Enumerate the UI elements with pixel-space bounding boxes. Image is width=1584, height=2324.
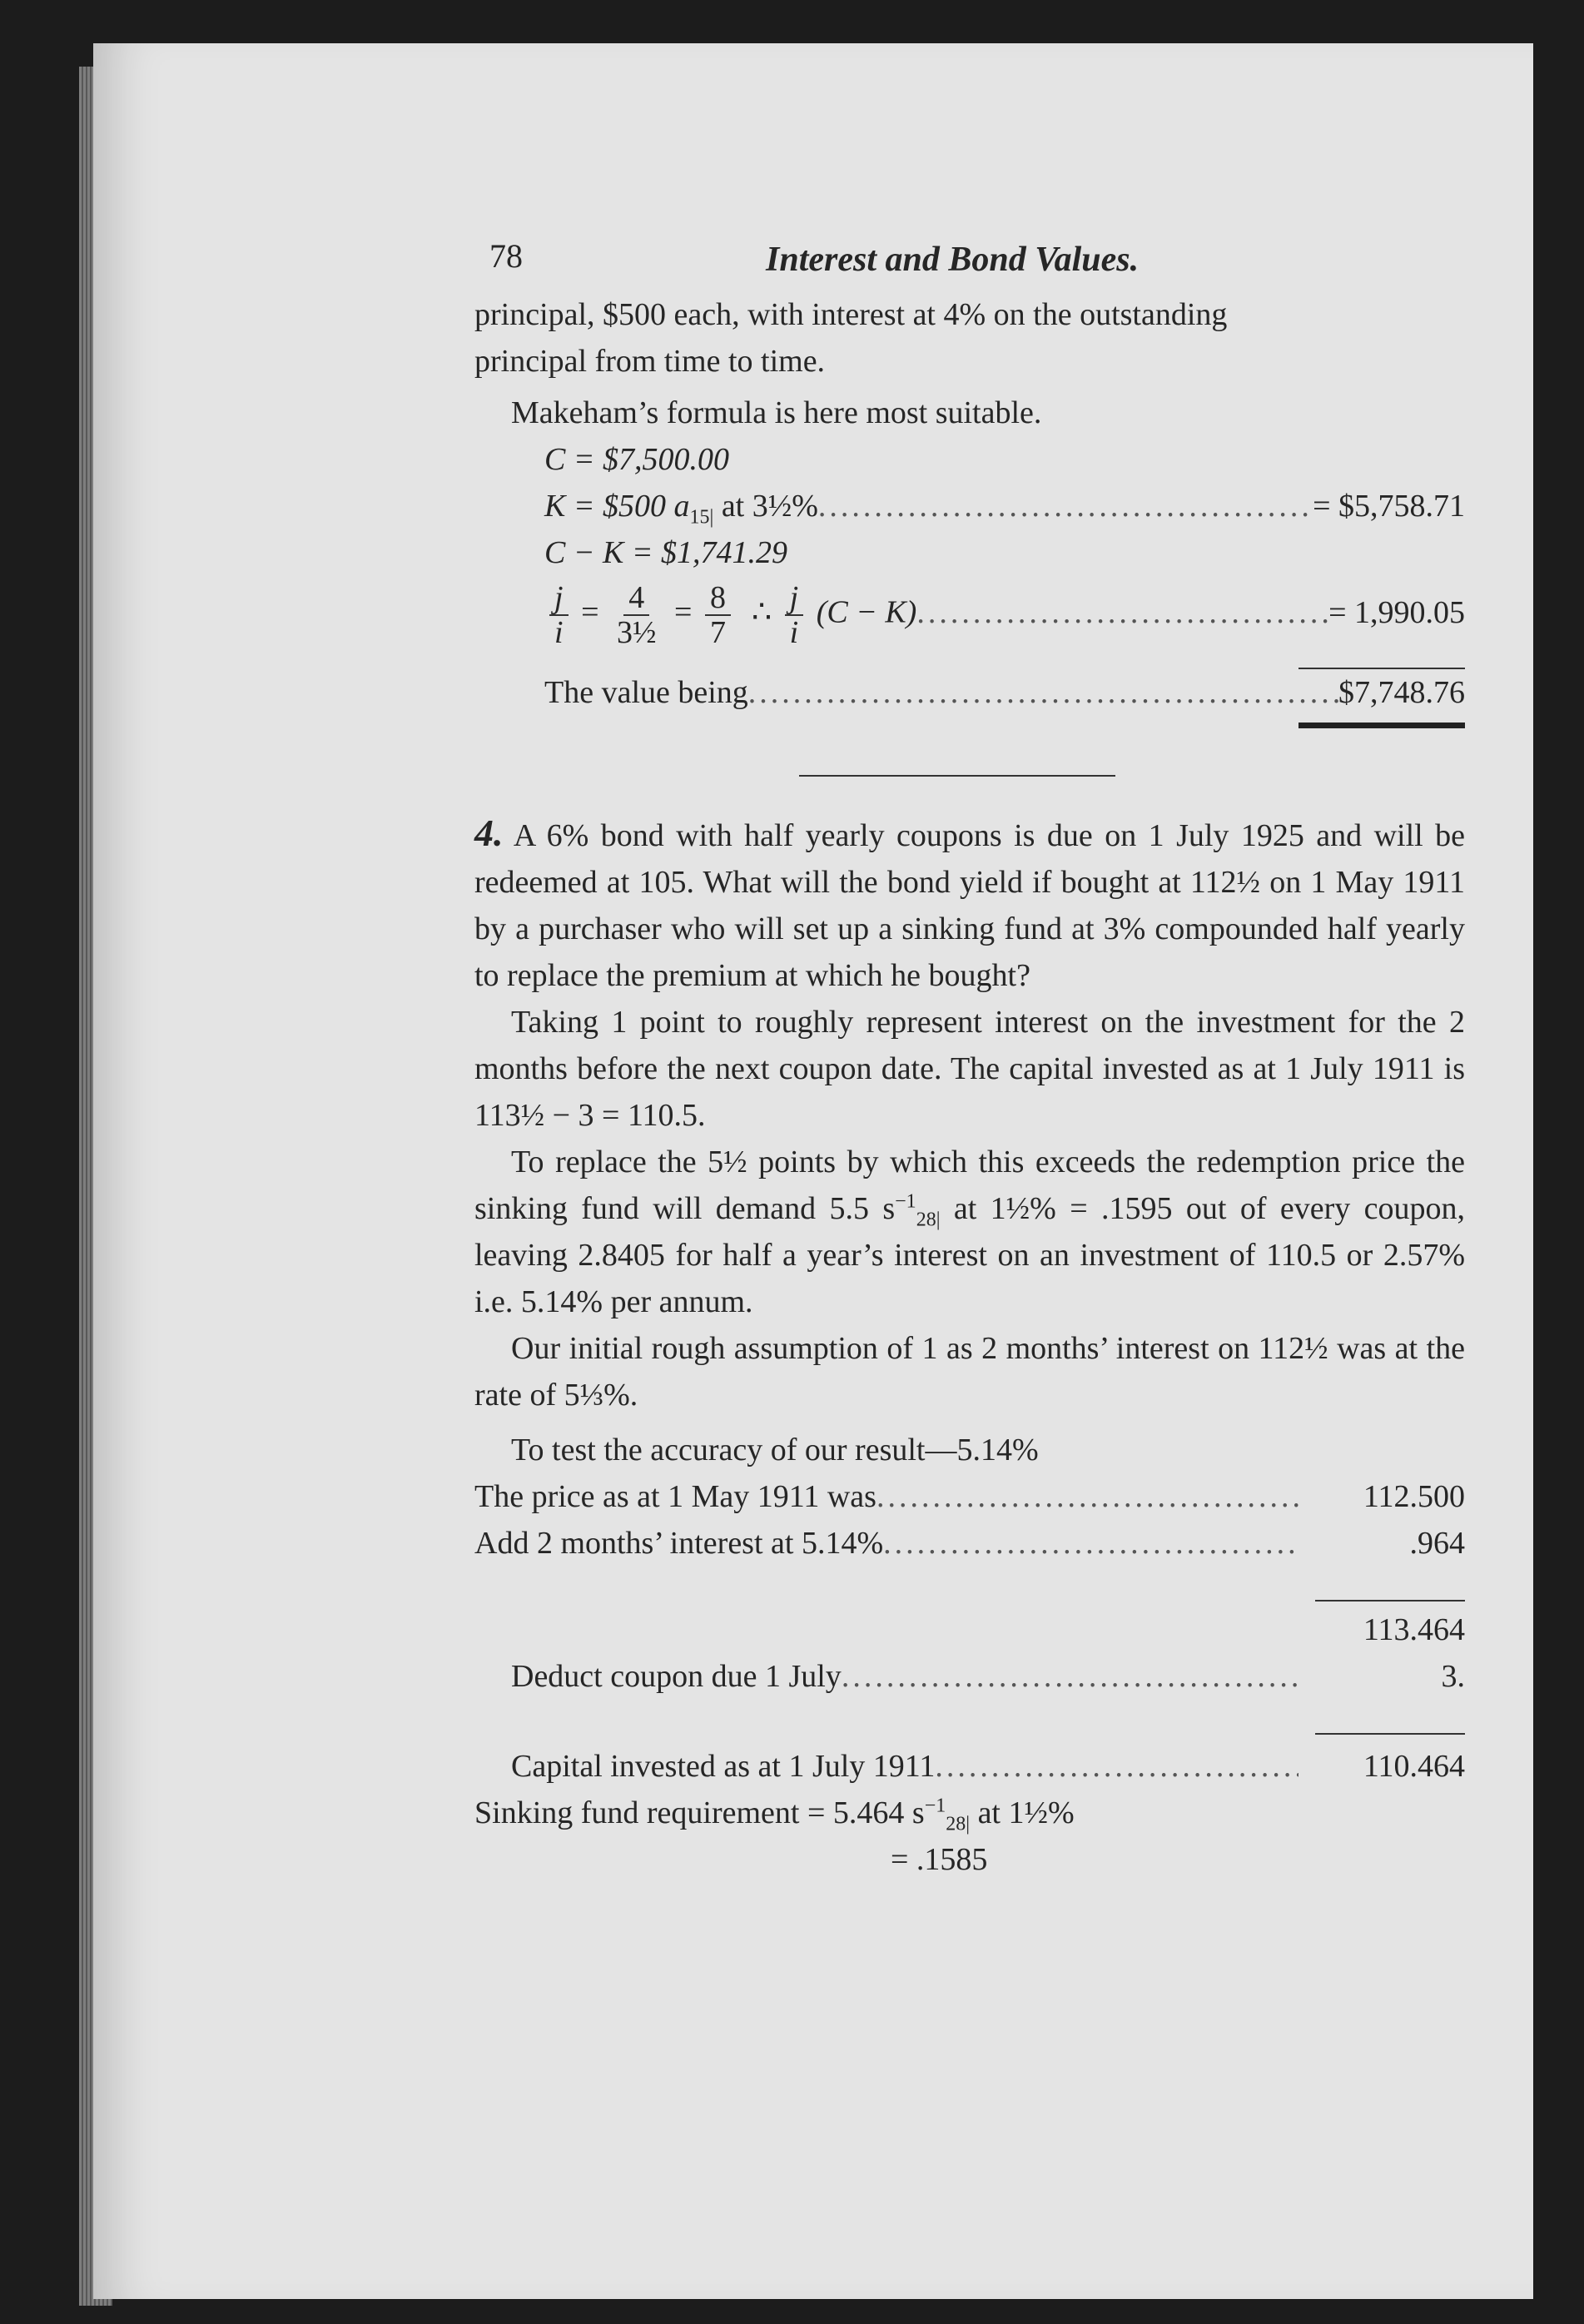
example-paragraph-2: Taking 1 point to roughly represent interest on the investment for the 2 months before the next coupon date. The capital invested as at 1 July 1911 is 113½ − 3 = 110.5.	[474, 1005, 1465, 1133]
continuation-line-2: principal from time to time.	[474, 344, 826, 379]
annuity-subscript: 15|	[689, 506, 714, 529]
c-minus-k-line: C − K = $1,741.29	[544, 535, 787, 570]
price-line: The price as at 1 May 1911 was ..... 112.500	[474, 1473, 1465, 1520]
k-value: = $5,758.71	[1313, 489, 1465, 524]
makeham-intro: Makeham’s formula is here most suitable.	[511, 395, 1042, 430]
continuation-line-1: principal, $500 each, with interest at 4% on the outstanding	[474, 297, 1228, 332]
capital-rule	[1315, 1733, 1465, 1735]
sinking-fund-result: = .1585	[891, 1842, 988, 1877]
fraction-8-over-7: $\frac{8}{7}$	[705, 581, 731, 649]
running-title: Interest and Bond Values.	[766, 241, 1140, 279]
capital-invested-value: 110.464	[1363, 1749, 1465, 1784]
section-divider	[799, 775, 1115, 777]
page-header	[474, 225, 1465, 291]
value-total: $7,748.76	[1338, 675, 1465, 710]
example-paragraph-1: 4. A 6% bond with half yearly coupons is due on 1 July 1925 and will be redeemed at 105. What will the bond yield if bought at 112½ on 1 May 1911 by a purchaser who will set up a sinking fund at 3% compounded half yearly to replace the premium at which he bought?	[474, 812, 1466, 993]
page-content	[474, 225, 1465, 1883]
leader-dots	[748, 669, 1338, 716]
price-value: 112.500	[1363, 1479, 1465, 1514]
therefore-symbol: ∴	[751, 594, 772, 630]
add-interest-value: .964	[1409, 1526, 1465, 1561]
ratio-line: $\frac{j}{i}$ = $\frac{4}{\text{3½}}$ = $\frac{8}{7}$ ∴ $\frac{j}{i}$ (C − K) ..... = 1,990.05	[544, 581, 1465, 649]
makeham-calculation	[544, 436, 1465, 728]
page-number: 78	[489, 237, 523, 275]
add-interest-line: Add 2 months’ interest at 5.14% ..... .964	[474, 1520, 1465, 1567]
subtotal-value: 113.464	[1363, 1612, 1465, 1647]
leader-dots	[883, 1520, 1298, 1567]
fraction-j-over-i-2: $\frac{j}{i}$	[785, 581, 804, 649]
fraction-4-over-3-5: $\frac{4}{\text{3½}}$	[617, 580, 657, 650]
leader-dots	[842, 1653, 1298, 1700]
example-paragraph-4: Our initial rough assumption of 1 as 2 months’ interest on 112½ was at the rate of 5⅓%.	[474, 1331, 1465, 1413]
leader-dots	[876, 1473, 1298, 1520]
total-double-rule	[1298, 723, 1465, 728]
example-number: 4.	[474, 812, 504, 854]
leader-dots	[818, 483, 1313, 529]
sinking-fund-line: Sinking fund requirement = 5.464 $s^{-1}_{28|}$ at 1½%	[474, 1795, 1075, 1835]
fraction-j-over-i: $\frac{j}{i}$	[549, 581, 569, 649]
k-line: K = $500 $a_{15|}$ at 3½% ..... = $5,758.71	[544, 483, 1465, 529]
capital-invested-line: Capital invested as at 1 July 1911 ..... 110.464	[511, 1743, 1465, 1790]
example-paragraph-3: To replace the 5½ points by which this exceeds the redemption price the sinking fund will demand 5.5 $s^{-1}_{28|}$ at 1½% = .1595 out of every coupon, leaving 2.8405 for half a year’s interest on an investment of 110.5 or 2.57% i.e. 5.14% per annum.	[474, 1145, 1465, 1319]
subtotal-line	[474, 1606, 1465, 1653]
ratio-value: = 1,990.05	[1328, 594, 1465, 630]
deduct-coupon-value: 3.	[1441, 1659, 1465, 1694]
leader-dots	[935, 1743, 1298, 1790]
subtotal-rule	[1315, 1600, 1465, 1601]
deduct-coupon-line: Deduct coupon due 1 July ..... 3.	[511, 1653, 1465, 1700]
test-intro: To test the accuracy of our result—5.14%	[511, 1433, 1039, 1467]
c-line: C = $7,500.00	[544, 442, 729, 477]
leader-dots	[916, 589, 1328, 636]
value-line: The value being ..... $7,748.76	[544, 669, 1465, 716]
